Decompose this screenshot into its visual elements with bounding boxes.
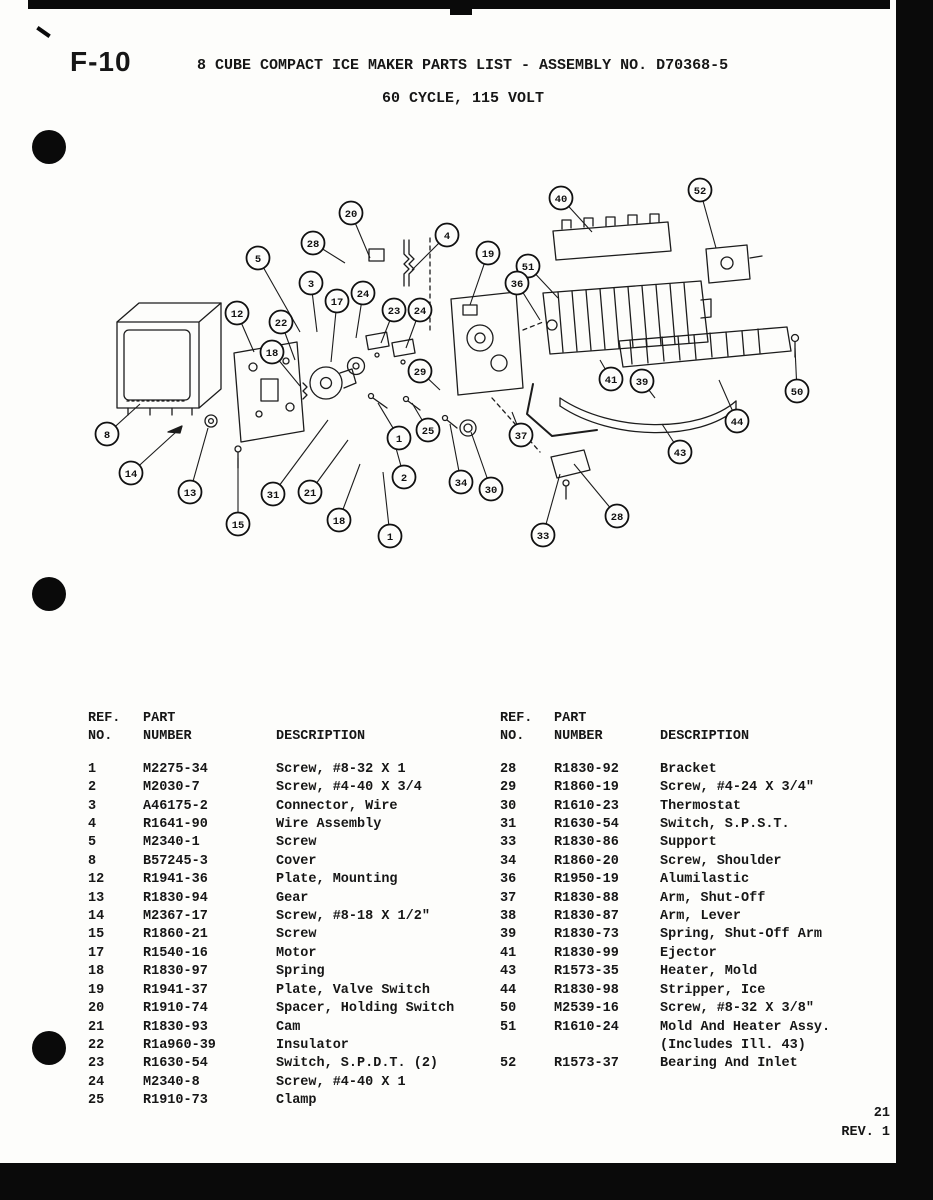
parts-table-left [88, 710, 480, 1111]
description: Cam [276, 1019, 301, 1035]
callout-number: 34 [454, 477, 468, 490]
parts-row [88, 890, 480, 908]
header-ref: NO. [88, 729, 113, 745]
ref-no: 28 [500, 761, 517, 777]
page-title: 8 CUBE COMPACT ICE MAKER PARTS LIST - ASSEMBLY NO. D70368-5 [197, 57, 729, 74]
ref-no: 25 [88, 1093, 105, 1109]
parts-table-right [500, 710, 898, 1074]
callout-number: 3 [307, 278, 315, 291]
callout-number: 2 [400, 472, 408, 485]
ref-no: 38 [500, 909, 517, 925]
parts-row [500, 945, 898, 963]
part-number: R1830-73 [554, 927, 619, 943]
callout-number: 39 [635, 376, 649, 389]
part-number: R1860-21 [143, 927, 208, 943]
callout-number: 18 [265, 347, 279, 360]
parts-row [88, 853, 480, 871]
ref-no: 29 [500, 780, 517, 796]
header-part: PART [143, 711, 176, 726]
parts-row [88, 761, 480, 779]
parts-row [88, 945, 480, 963]
ref-no: 50 [500, 1001, 517, 1017]
description: Spring [276, 964, 325, 980]
section-label: F-10 [70, 46, 132, 77]
part-number: M2539-16 [554, 1001, 619, 1017]
description: Gear [276, 890, 309, 906]
parts-row [500, 1055, 898, 1073]
description: Spring, Shut-Off Arm [660, 927, 823, 943]
ref-no: 12 [88, 872, 105, 888]
description: Alumilastic [660, 872, 750, 888]
description: Screw, #4-40 X 1 [276, 1074, 406, 1090]
ref-no [500, 1037, 554, 1055]
description: Switch, S.P.D.T. (2) [276, 1056, 439, 1072]
ref-no: 24 [88, 1074, 105, 1090]
ref-no: 3 [88, 798, 97, 814]
revision-label: REV. 1 [841, 1125, 890, 1140]
description: Screw, #4-24 X 3/4" [660, 780, 814, 796]
callout-number: 31 [266, 489, 280, 502]
part-number: R1941-36 [143, 872, 208, 888]
callout-number: 19 [481, 248, 495, 261]
part-number: R1910-74 [143, 1001, 208, 1017]
callout-number: 33 [536, 530, 550, 543]
parts-row [500, 1000, 898, 1018]
callout-number: 29 [413, 366, 427, 379]
callout-number: 43 [673, 447, 687, 460]
description: Clamp [276, 1093, 317, 1109]
description: Screw [276, 927, 317, 943]
description: Screw, #4-40 X 3/4 [276, 780, 422, 796]
description: Wire Assembly [276, 817, 382, 833]
part-number: A46175-2 [143, 798, 208, 814]
part-number: R1540-16 [143, 945, 208, 961]
ref-no: 1 [88, 761, 97, 777]
ref-no: 20 [88, 1001, 105, 1017]
part-number: R1941-37 [143, 982, 208, 998]
callout-number: 22 [274, 317, 288, 330]
description: Cover [276, 853, 317, 869]
callout-number: 51 [521, 261, 535, 274]
table-header-row [88, 710, 480, 728]
parts-row [500, 890, 898, 908]
callout-number: 44 [730, 416, 744, 429]
parts-row [88, 1074, 480, 1092]
callout-number: 21 [303, 487, 317, 500]
parts-row [88, 1092, 480, 1110]
table-header-row [500, 728, 898, 746]
description: Screw [276, 835, 317, 851]
ref-no: 43 [500, 964, 517, 980]
ref-no: 19 [88, 982, 105, 998]
parts-row [500, 1037, 898, 1055]
part-number: R1830-98 [554, 982, 619, 998]
part-number: M2275-34 [143, 761, 208, 777]
bottom-edge-bar [0, 1163, 933, 1200]
part-number: R1573-35 [554, 964, 619, 980]
part-number: R1610-24 [554, 1019, 619, 1035]
header-part: PART [554, 711, 587, 726]
callout-number: 13 [183, 487, 197, 500]
header-ref: REF. [500, 711, 533, 726]
ref-no: 17 [88, 945, 105, 961]
ref-no: 31 [500, 817, 517, 833]
part-number: R1830-92 [554, 761, 619, 777]
page-footer [780, 1104, 890, 1142]
table-header-row [500, 710, 898, 728]
parts-row [88, 926, 480, 944]
part-number: R1a960-39 [143, 1037, 216, 1053]
callout-number: 36 [510, 278, 524, 291]
description: Spacer, Holding Switch [276, 1001, 455, 1017]
ref-no: 41 [500, 945, 517, 961]
header-ref: NO. [500, 729, 525, 745]
header-ref: REF. [88, 711, 121, 726]
description: Connector, Wire [276, 798, 398, 814]
description: Thermostat [660, 798, 742, 814]
parts-row [500, 908, 898, 926]
part-number: M2340-1 [143, 835, 200, 851]
callout-number: 17 [330, 296, 344, 309]
header-desc [660, 710, 898, 728]
ref-no: 13 [88, 890, 105, 906]
part-number: B57245-3 [143, 853, 208, 869]
callout-number: 28 [610, 511, 624, 524]
part-number: M2340-8 [143, 1074, 200, 1090]
part-number: R1630-54 [554, 817, 619, 833]
description: Plate, Valve Switch [276, 982, 430, 998]
callout-number: 4 [443, 230, 451, 243]
description: Arm, Shut-Off [660, 890, 766, 906]
header-desc: DESCRIPTION [660, 729, 750, 745]
ref-no: 51 [500, 1019, 517, 1035]
description: Screw, #8-32 X 3/8" [660, 1001, 814, 1017]
callout-number: 23 [387, 305, 401, 318]
ref-no: 4 [88, 817, 97, 833]
description: Motor [276, 945, 317, 961]
description: Screw, Shoulder [660, 853, 782, 869]
parts-row [88, 1000, 480, 1018]
parts-row [500, 816, 898, 834]
ref-no: 39 [500, 927, 517, 943]
callout-number: 50 [790, 386, 804, 399]
part-number: R1830-97 [143, 964, 208, 980]
parts-row [88, 908, 480, 926]
parts-row [500, 853, 898, 871]
callout-number: 40 [554, 193, 568, 206]
part-number: R1630-54 [143, 1056, 208, 1072]
parts-row [88, 1037, 480, 1055]
ref-no: 15 [88, 927, 105, 943]
ref-no: 8 [88, 853, 97, 869]
parts-row [88, 816, 480, 834]
page-number: 21 [873, 1106, 890, 1121]
description: Plate, Mounting [276, 872, 398, 888]
parts-row [500, 982, 898, 1000]
punch-hole [32, 1031, 66, 1065]
ref-no: 21 [88, 1019, 105, 1035]
part-number: M2030-7 [143, 780, 200, 796]
parts-row [500, 761, 898, 779]
ref-no: 23 [88, 1056, 105, 1072]
description: (Includes Ill. 43) [660, 1037, 806, 1053]
parts-row [88, 834, 480, 852]
callout-number: 24 [413, 305, 427, 318]
part-number: R1830-93 [143, 1019, 208, 1035]
callout-number: 15 [231, 519, 245, 532]
ref-no: 52 [500, 1056, 517, 1072]
part-number: R1860-20 [554, 853, 619, 869]
parts-row [500, 834, 898, 852]
description: Ejector [660, 945, 717, 961]
description: Support [660, 835, 717, 851]
callout-number: 52 [693, 185, 707, 198]
parts-row [500, 798, 898, 816]
description: Stripper, Ice [660, 982, 766, 998]
description: Screw, #8-18 X 1/2" [276, 909, 430, 925]
ref-no: 34 [500, 853, 517, 869]
parts-row [88, 798, 480, 816]
description: Screw, #8-32 X 1 [276, 761, 406, 777]
callout-number: 12 [230, 308, 244, 321]
part-number: R1860-19 [554, 780, 619, 796]
parts-row [500, 871, 898, 889]
ref-no: 44 [500, 982, 517, 998]
parts-row [88, 871, 480, 889]
description: Arm, Lever [660, 909, 742, 925]
description: Mold And Heater Assy. [660, 1019, 831, 1035]
description: Bracket [660, 761, 717, 777]
part-number: R1830-99 [554, 945, 619, 961]
part-number: R1573-37 [554, 1056, 619, 1072]
callout-number: 37 [514, 430, 528, 443]
table-header-row [88, 728, 480, 746]
callout-number: 1 [395, 433, 403, 446]
callout-number: 25 [421, 425, 435, 438]
parts-row [88, 982, 480, 1000]
ref-no: 14 [88, 909, 105, 925]
ref-no: 2 [88, 780, 97, 796]
callout-number: 18 [332, 515, 346, 528]
page-subtitle: 60 CYCLE, 115 VOLT [381, 90, 545, 107]
callout-balloons [96, 179, 809, 548]
ref-no: 33 [500, 835, 517, 851]
part-number: R1610-23 [554, 798, 619, 814]
description: Switch, S.P.S.T. [660, 817, 790, 833]
ref-no: 30 [500, 798, 517, 814]
parts-row [88, 1019, 480, 1037]
part-number: R1950-19 [554, 872, 619, 888]
callout-number: 8 [103, 429, 111, 442]
part-number: M2367-17 [143, 909, 208, 925]
part-number: R1641-90 [143, 817, 208, 833]
description: Bearing And Inlet [660, 1056, 798, 1072]
header-part: NUMBER [554, 729, 603, 745]
part-number: R1830-87 [554, 909, 619, 925]
ref-no: 37 [500, 890, 517, 906]
part-number [554, 1037, 660, 1055]
callout-number: 14 [124, 468, 138, 481]
part-number: R1830-94 [143, 890, 208, 906]
header-part: NUMBER [143, 729, 192, 745]
callout-number: 5 [254, 253, 262, 266]
parts-row [500, 926, 898, 944]
part-number: R1910-73 [143, 1093, 208, 1109]
parts-row [88, 779, 480, 797]
ref-no: 5 [88, 835, 97, 851]
callout-number: 30 [484, 484, 498, 497]
parts-row [500, 1019, 898, 1037]
header-desc [276, 710, 480, 728]
part-outlines [117, 214, 799, 499]
callout-number: 41 [604, 374, 618, 387]
callout-number: 20 [344, 208, 358, 221]
parts-row [88, 1055, 480, 1073]
callout-number: 1 [386, 531, 394, 544]
parts-row [88, 963, 480, 981]
ref-no: 36 [500, 872, 517, 888]
parts-row [500, 963, 898, 981]
header-desc: DESCRIPTION [276, 729, 366, 745]
description: Insulator [276, 1037, 349, 1053]
ref-no: 18 [88, 964, 105, 980]
callout-number: 24 [356, 288, 370, 301]
ref-no: 22 [88, 1037, 105, 1053]
parts-row [500, 779, 898, 797]
callout-number: 28 [306, 238, 320, 251]
part-number: R1830-86 [554, 835, 619, 851]
part-number: R1830-88 [554, 890, 619, 906]
description: Heater, Mold [660, 964, 758, 980]
